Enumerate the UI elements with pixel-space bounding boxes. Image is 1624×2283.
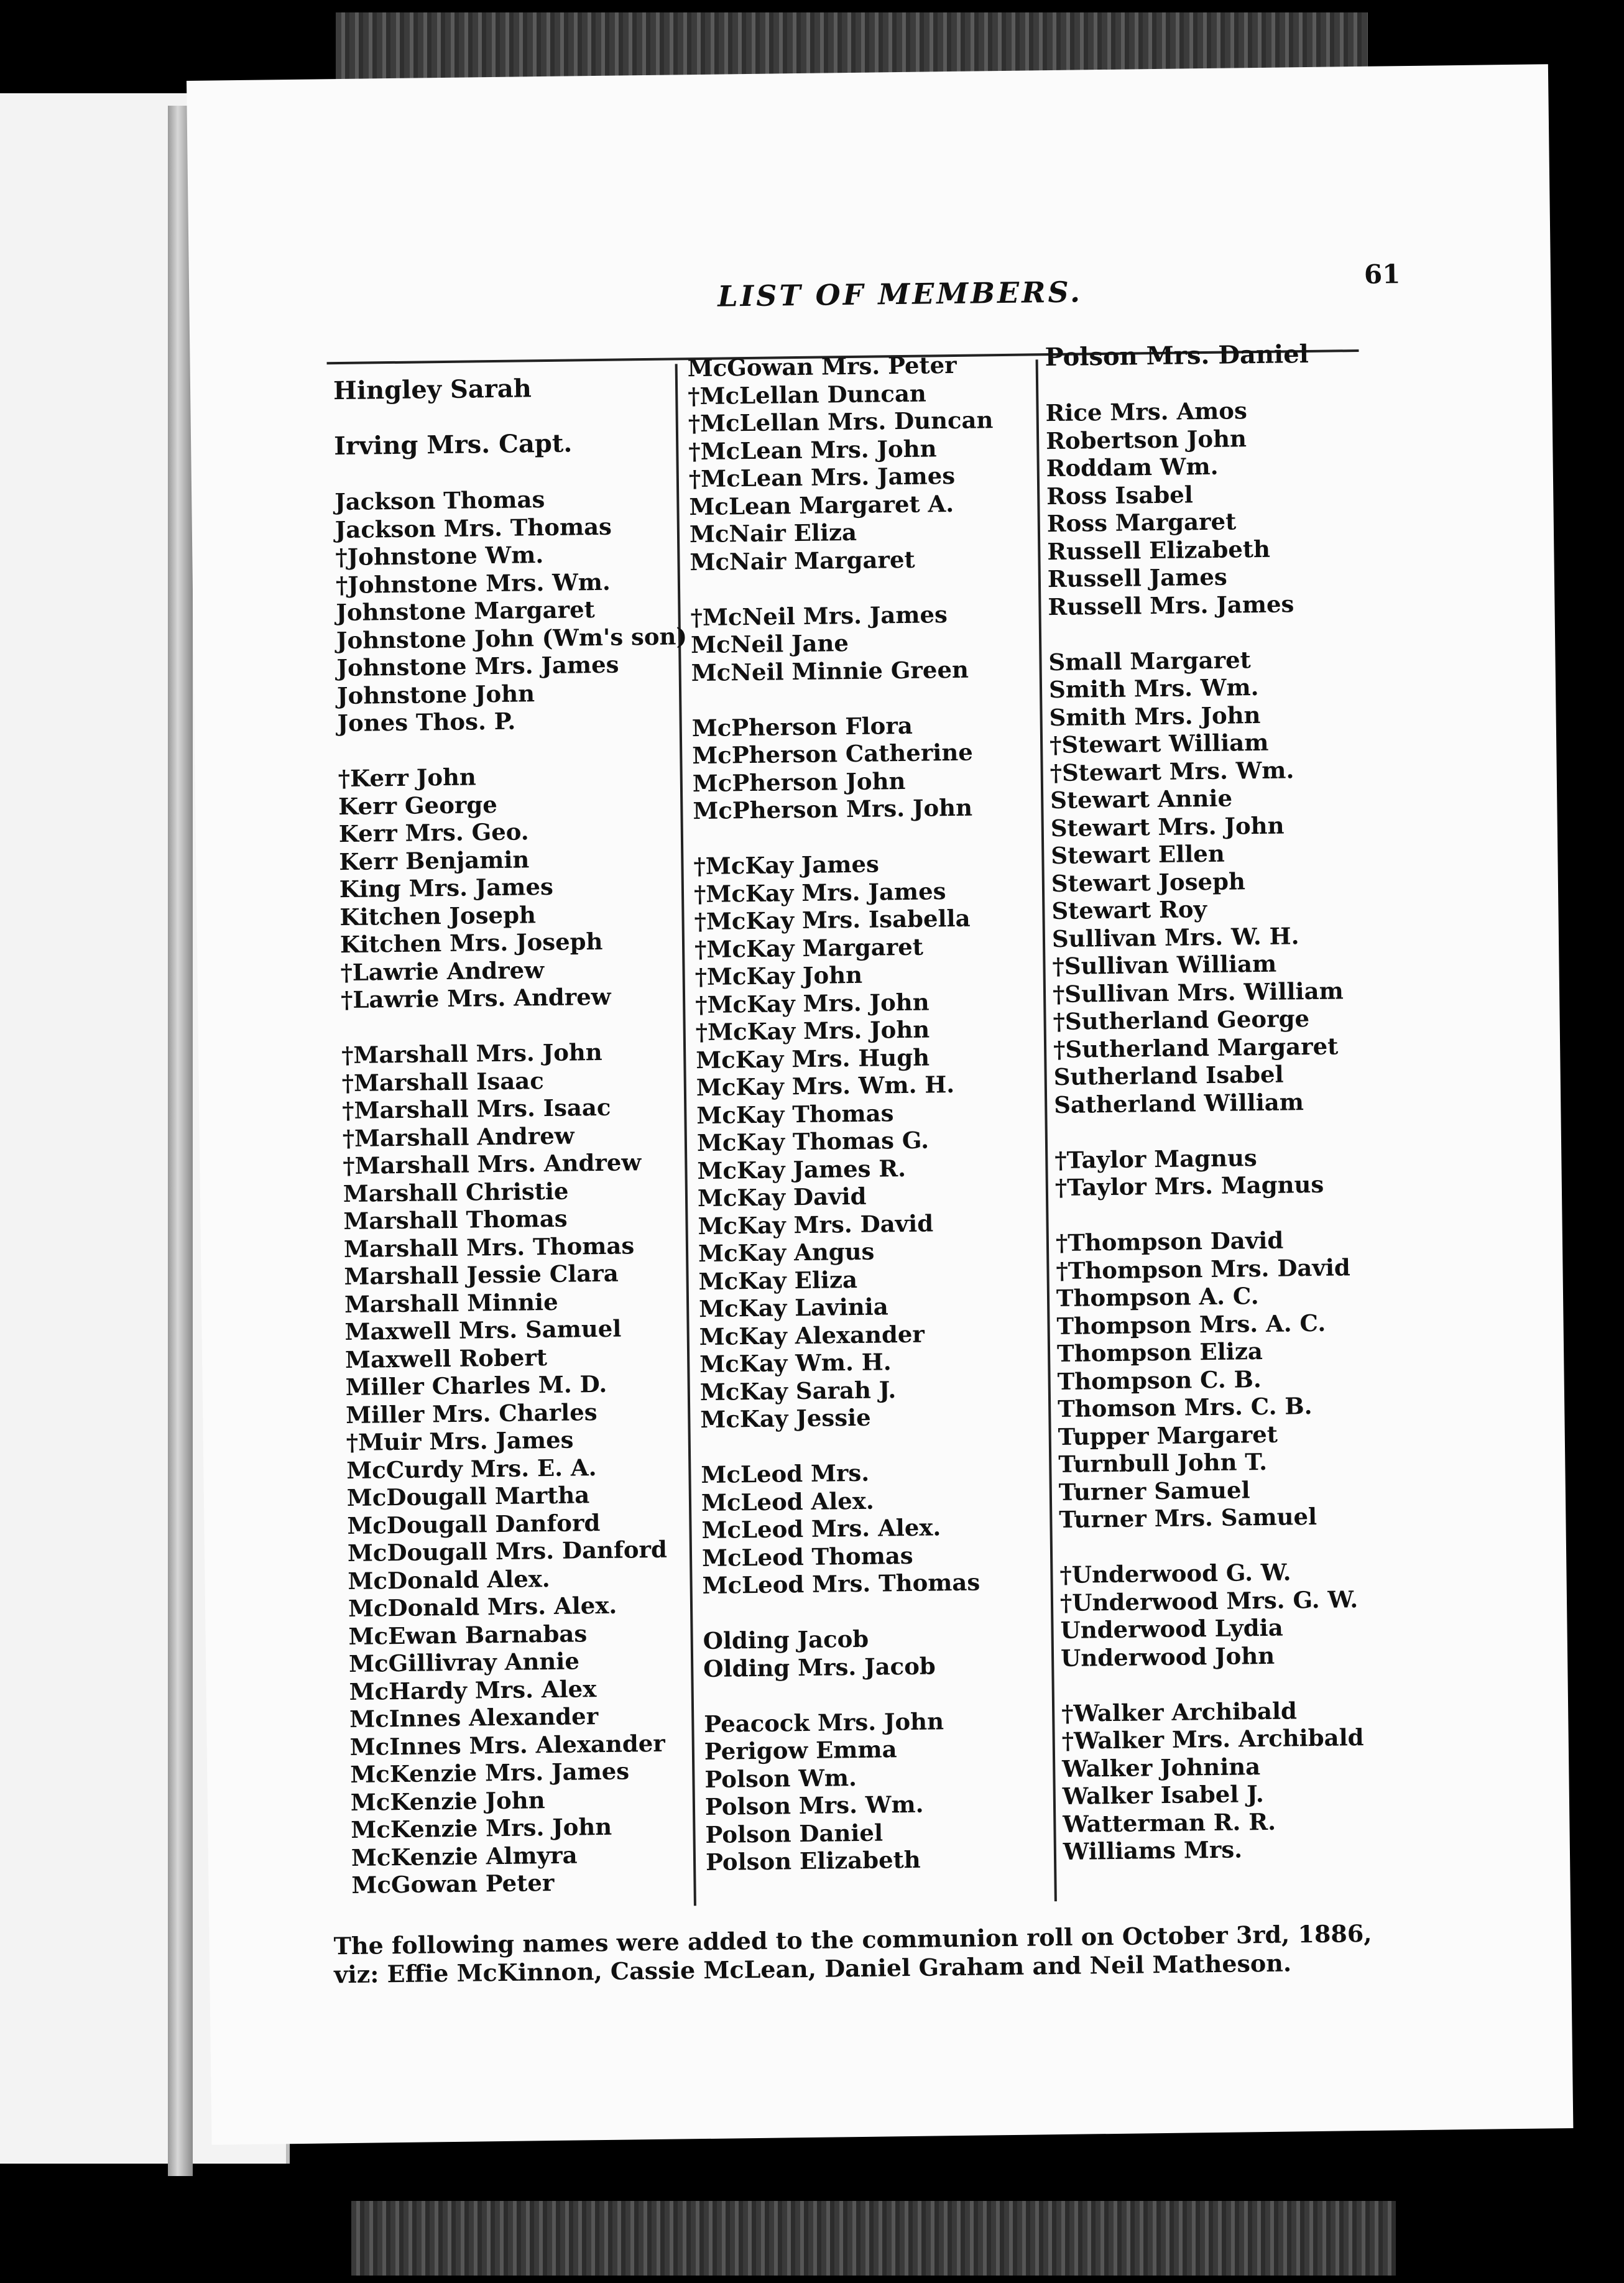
footnote: The following names were added to the communion roll on October 3rd, 1886, viz: Effie McKinnon, Cassie McLean, Daniel Graham and Neil Matheson. [333,1919,1372,1989]
member-entry: †Stewart William [1049,728,1269,759]
member-entry: †Thompson Mrs. David [1056,1253,1351,1284]
member-entry: King Mrs. James [339,872,554,903]
member-entry: †Taylor Mrs. Magnus [1054,1170,1324,1202]
member-entry: Johnstone John (Wm's son) [336,622,688,654]
member-entry: †Walker Mrs. Archibald [1061,1723,1364,1755]
member-entry: Perigow Emma [704,1735,897,1766]
member-entry: McEwan Barnabas [348,1619,588,1650]
member-entry: Marshall Mrs. Thomas [343,1231,635,1263]
member-entry: Stewart Roy [1051,895,1207,925]
member-entry: Johnstone Margaret [336,596,596,627]
member-entry: †Marshall Mrs. Isaac [341,1093,611,1125]
member-entry: Walker Isabel J. [1062,1780,1264,1810]
member-entry: McKenzie John [350,1786,545,1816]
member-entry: Jones Thos. P. [337,707,516,737]
group-spacer [334,456,707,488]
member-entry: Kitchen Mrs. Joseph [339,927,603,959]
member-entry: Jackson Thomas [334,486,545,516]
member-entry: Jackson Mrs. Thomas [334,512,612,543]
group-spacer [1055,1197,1428,1229]
member-entry: McKay Jessie [700,1403,871,1434]
member-entry: McNair Eliza [689,518,857,548]
member-entry: †McKay James [693,850,880,880]
member-entry: Marshall Minnie [344,1288,558,1318]
member-entry: McKay Thomas G. [696,1126,930,1157]
member-entry: †McLellan Mrs. Duncan [688,406,994,438]
member-entry: McInnes Mrs. Alexander [349,1729,666,1761]
member-entry: Kerr George [338,790,498,820]
member-entry: Sullivan Mrs. W. H. [1051,921,1299,952]
member-entry: Polson Daniel [705,1819,884,1848]
group-spacer [1054,1114,1427,1146]
member-entry: Thompson C. B. [1057,1365,1262,1395]
member-entry: McKenzie Almyra [351,1841,578,1871]
member-entry: †Kerr John [338,763,477,793]
member-entry: Tupper Margaret [1058,1420,1278,1451]
group-spacer [341,1009,714,1041]
member-entry: Russell Elizabeth [1047,535,1271,565]
member-entry: Kerr Mrs. Geo. [338,818,529,848]
member-entry: McKay Mrs. Hugh [696,1043,930,1074]
member-entry: Miller Charles M. D. [345,1370,607,1401]
member-entry: Russell Mrs. James [1048,589,1294,620]
member-entry: Polson Elizabeth [705,1845,921,1876]
member-entry: Miller Mrs. Charles [345,1398,597,1429]
member-entry: Marshall Thomas [343,1204,568,1235]
member-entry: Thompson Mrs. A. C. [1056,1309,1326,1340]
member-entry: McKay Lavinia [698,1293,888,1323]
member-entry: Johnstone John [336,679,535,709]
member-column-1 [333,373,725,1899]
member-entry: †Sullivan Mrs. William [1052,976,1344,1008]
member-entry: Roddam Wm. [1046,452,1219,482]
right-page [187,64,1573,2145]
member-entry: Robertson John [1045,424,1247,454]
member-entry: Sutherland Isabel [1053,1060,1284,1091]
member-entry: Russell James [1047,563,1227,593]
member-entry: Turner Samuel [1058,1475,1250,1506]
member-column-3 [1045,339,1436,1866]
member-entry: Small Margaret [1048,645,1252,676]
member-entry: †Lawrie Andrew [340,956,545,986]
page-header-title: LIST OF MEMBERS. [717,275,1083,313]
member-entry: McKay David [697,1182,867,1212]
member-entry: †Walker Archibald [1061,1696,1298,1727]
member-entry: †Marshall Andrew [342,1122,574,1152]
member-entry: †McKay Mrs. James [693,877,946,908]
member-entry: Johnstone Mrs. James [336,650,619,682]
member-entry: McNeil Jane [690,629,849,659]
member-entry: Maxwell Robert [344,1343,548,1373]
member-entry: †McNeil Mrs. James [690,600,948,631]
member-entry: Polson Mrs. Wm. [704,1790,924,1821]
member-entry: †McKay Mrs. John [694,988,930,1018]
member-entry: McKay Thomas [696,1099,894,1129]
member-entry: McGowan Peter [351,1868,555,1899]
group-spacer [1061,1667,1434,1700]
member-entry: McKay Angus [698,1237,875,1268]
member-entry: McPherson Flora [691,711,913,742]
member-entry: Rice Mrs. Amos [1045,397,1248,427]
member-entry: Smith Mrs. Wm. [1048,673,1259,704]
member-entry: McLeod Mrs. Alex. [701,1513,941,1544]
group-spacer [690,571,1063,604]
member-entry: Thompson A. C. [1056,1282,1259,1312]
member-entry: McPherson John [692,767,906,797]
member-entry: McNeil Minnie Green [691,655,969,686]
member-entry: McDonald Alex. [348,1564,550,1595]
member-entry: McLeod Thomas [701,1541,913,1572]
member-entry: Thomson Mrs. C. B. [1057,1392,1313,1423]
member-entry: McDougall Danford [347,1508,601,1539]
member-entry: McLeod Mrs. Thomas [702,1568,980,1600]
scan-bottom-strip [351,2201,1396,2276]
member-entry: Marshall Christie [343,1177,569,1207]
member-entry: †Taylor Magnus [1054,1143,1257,1174]
member-entry: Kitchen Joseph [339,900,537,931]
member-entry: †McKay Margaret [694,933,924,963]
member-entry: McKay James R. [697,1154,907,1184]
member-entry: †McLellan Duncan [687,379,927,410]
member-entry: McGowan Mrs. Peter [687,351,957,382]
member-entry: Underwood John [1060,1641,1275,1672]
member-entry: Ross Isabel [1046,480,1194,510]
member-entry: †Stewart Mrs. Wm. [1050,755,1294,786]
member-entry: Stewart Annie [1050,784,1233,814]
member-entry: McLeod Mrs. [701,1459,870,1489]
group-spacer [338,732,711,765]
member-entry: McDougall Martha [346,1481,590,1512]
member-entry: Underwood Lydia [1060,1613,1283,1644]
group-spacer [691,682,1064,714]
book-binding [168,106,193,2176]
member-entry: McKay Mrs. David [698,1209,934,1240]
group-spacer [704,1678,1077,1710]
member-entry: McKay Sarah J. [699,1375,897,1406]
member-entry: †Marshall Mrs. Andrew [343,1148,642,1180]
member-entry: McPherson Mrs. John [693,793,973,825]
member-entry: †McKay Mrs. John [695,1015,930,1046]
member-entry: †Sutherland Margaret [1053,1031,1339,1063]
member-entry: Marshall Jessie Clara [344,1259,619,1291]
member-entry: †Sutherland George [1053,1005,1310,1036]
member-entry: Kerr Benjamin [339,845,530,875]
member-entry: Maxwell Mrs. Samuel [344,1314,622,1346]
member-entry: McHardy Mrs. Alex [349,1674,597,1705]
member-entry: Turnbull John T. [1058,1447,1268,1478]
member-entry: Stewart Mrs. John [1050,811,1285,842]
member-entry: †Johnstone Mrs. Wm. [335,568,611,599]
member-entry: Satherland William [1053,1087,1304,1118]
member-entry: Turner Mrs. Samuel [1059,1502,1317,1534]
member-entry: Olding Mrs. Jacob [703,1651,936,1682]
member-entry: McGillivray Annie [348,1647,580,1677]
member-entry: Irving Mrs. Capt. [333,428,573,461]
group-spacer [701,1429,1074,1461]
member-entry: Polson Wm. [704,1763,857,1793]
member-entry: McCurdy Mrs. E. A. [346,1453,597,1484]
group-spacer [1048,616,1421,648]
member-entry: †McKay John [694,961,863,991]
member-entry: Watterman R. R. [1063,1807,1276,1838]
member-entry: †McKay Mrs. Isabella [694,904,971,936]
member-entry: McKenzie Mrs. John [351,1812,612,1843]
member-entry: McDougall Mrs. Danford [347,1535,668,1567]
group-spacer [333,400,706,433]
member-entry: †McLean Mrs. John [688,434,937,465]
member-entry: McNair Margaret [690,545,915,576]
member-entry: Ross Margaret [1046,507,1237,538]
member-entry: McPherson Catherine [692,738,974,770]
member-entry: McKay Wm. H. [699,1348,892,1378]
member-entry: Stewart Joseph [1051,867,1246,897]
member-entry: McKay Mrs. Wm. H. [696,1071,955,1102]
group-spacer [703,1595,1076,1627]
member-entry: †Sullivan William [1052,949,1277,980]
page-number: 61 [1363,259,1401,290]
member-entry: Olding Jacob [703,1625,869,1655]
member-entry: †Thompson David [1055,1226,1284,1257]
group-spacer [1045,367,1418,399]
member-entry: Smith Mrs. John [1049,701,1261,731]
group-spacer [1059,1529,1433,1561]
member-entry: McKay Alexander [699,1320,925,1350]
member-entry: McDonald Mrs. Alex. [348,1591,617,1623]
member-entry: Peacock Mrs. John [704,1707,944,1738]
member-entry: McKenzie Mrs. James [350,1757,630,1788]
member-entry: Stewart Ellen [1051,839,1225,870]
member-entry: Hingley Sarah [333,374,532,406]
member-entry: †McLean Mrs. James [688,461,956,493]
member-entry: †Muir Mrs. James [346,1426,574,1457]
member-entry: †Underwood Mrs. G. W. [1059,1585,1359,1617]
member-entry: †Marshall Isaac [341,1066,545,1097]
member-entry: †Lawrie Mrs. Andrew [340,982,611,1014]
member-entry: †Johnstone Wm. [335,541,544,571]
member-entry: Walker Johnina [1061,1752,1261,1783]
member-entry: †Marshall Mrs. John [341,1038,602,1069]
member-entry: Polson Mrs. Daniel [1045,339,1309,372]
member-entry: McInnes Alexander [349,1702,599,1733]
member-entry: †Underwood G. W. [1059,1558,1291,1589]
member-entry: Thompson Eliza [1056,1337,1263,1368]
member-entry: Williams Mrs. [1063,1835,1243,1865]
member-entry: McLean Margaret A. [689,489,954,520]
member-entry: McKay Eliza [698,1265,858,1295]
group-spacer [693,820,1066,852]
member-entry: McLeod Alex. [701,1487,874,1516]
member-column-2 [687,350,1079,1876]
